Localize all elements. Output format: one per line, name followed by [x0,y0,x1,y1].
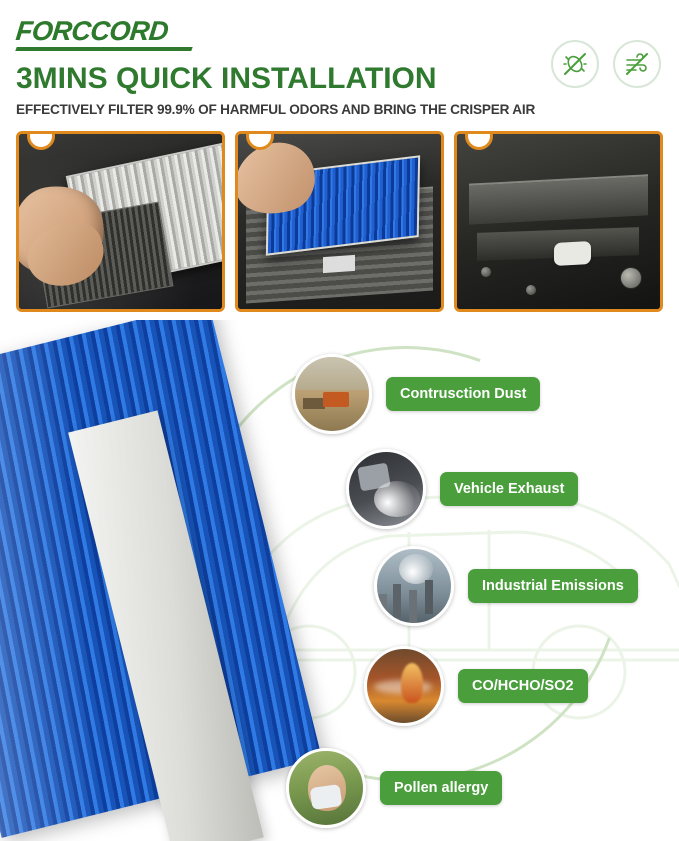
housing-beam-upper [469,174,648,224]
brand-name: FORCCORD [14,16,170,46]
pollen-allergy-thumb [286,748,366,828]
step-1-image [19,134,222,309]
step-photo-1 [16,131,225,312]
header-icon-group [551,40,661,88]
housing-sticker [554,241,591,266]
list-item [346,449,578,529]
brand-underline [15,47,192,51]
list-item [292,354,540,434]
co-hcho-so2-thumb [364,646,444,726]
product-filter-image [0,345,330,841]
page-title: 3MINS QUICK INSTALLATION [16,62,437,95]
benefit-label: Vehicle Exhaust [440,472,578,506]
list-item [364,646,588,726]
step-3-image [457,134,660,309]
page-subtitle: EFFECTIVELY FILTER 99.9% OF HARMFUL ODORS AND BRING THE CRISPER AIR [16,101,536,117]
benefits-section [0,320,679,841]
industrial-emissions-thumb [374,546,454,626]
benefit-label: CO/HCHO/SO2 [458,669,588,703]
benefit-label: Contrusction Dust [386,377,540,411]
no-bacteria-icon [551,40,599,88]
construction-dust-thumb [292,354,372,434]
header [0,0,679,123]
brand-logo [16,18,192,51]
fastener-dot [526,285,536,295]
step-photo-3 [454,131,663,312]
installation-steps [0,123,679,312]
benefit-label: Pollen allergy [380,771,502,805]
step-2-image [238,134,441,309]
fastener-dot [481,267,491,277]
air-flow-icon [613,40,661,88]
benefit-label: Industrial Emissions [468,569,638,603]
filter-label [323,255,355,273]
list-item [286,748,502,828]
vehicle-exhaust-thumb [346,449,426,529]
bolt-icon [620,267,642,289]
step-photo-2 [235,131,444,312]
list-item [374,546,638,626]
